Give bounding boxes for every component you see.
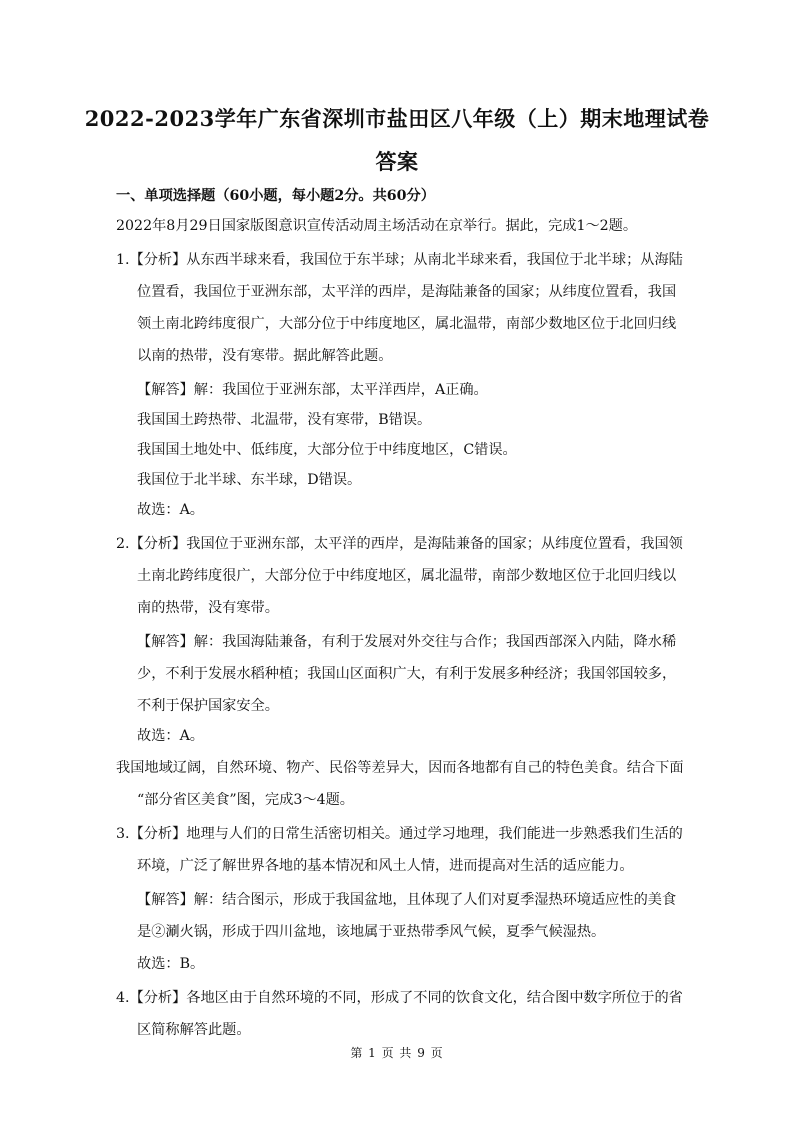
document-subtitle: 答案 <box>375 149 419 174</box>
q3-answer-line: 是②涮火锅，形成于四川盆地，该地属于亚热带季风气候，夏季气候湿热。 <box>137 924 606 940</box>
q1-answer-line: 我国位于北半球、东半球，D错误。 <box>137 472 362 488</box>
q1-answer-line: 我国国土地处中、低纬度，大部分位于中纬度地区，C错误。 <box>137 442 517 458</box>
q3-answer-line: 故选：B。 <box>137 956 205 972</box>
q2-analysis-line: 2.【分析】我国位于亚洲东部，太平洋的西岸，是海陆兼备的国家；从纬度位置看，我国领 <box>116 536 683 552</box>
q2-analysis-line: 南的热带，没有寒带。 <box>137 600 279 616</box>
q4-analysis-line: 区简称解答此题。 <box>137 1022 251 1038</box>
q2-answer-line: 【解答】解：我国海陆兼备，有利于发展对外交往与合作；我国西部深入内陆，降水稀 <box>137 634 677 650</box>
q2-answer-line: 故选：A。 <box>137 728 204 744</box>
page-footer: 第 1 页 共 9 页 <box>350 1046 444 1060</box>
q1-analysis-line: 1.【分析】从东西半球来看，我国位于东半球；从南北半球来看，我国位于北半球；从海陆 <box>116 252 683 268</box>
q1-analysis-line: 位置看，我国位于亚洲东部，太平洋的西岸，是海陆兼备的国家；从纬度位置看，我国 <box>137 284 677 300</box>
section-heading: 一、单项选择题（60小题，每小题2分。共60分） <box>116 188 435 204</box>
q1-answer-line: 【解答】解：我国位于亚洲东部，太平洋西岸，A正确。 <box>137 382 488 398</box>
intro-paragraph: “部分省区美食”图，完成3～4题。 <box>137 792 354 808</box>
q3-analysis-line: 3.【分析】地理与人们的日常生活密切相关。通过学习地理，我们能进一步熟悉我们生活的 <box>116 826 683 842</box>
q1-answer-line: 故选：A。 <box>137 502 204 518</box>
q3-analysis-line: 环境，广泛了解世界各地的基本情况和风土人情，进而提高对生活的适应能力。 <box>137 858 634 874</box>
document-title: 2022-2023学年广东省深圳市盐田区八年级（上）期末地理试卷 <box>84 106 710 131</box>
q2-answer-line: 少，不利于发展水稻种植；我国山区面积广大，有利于发展多种经济；我国邻国较多， <box>137 666 677 682</box>
q1-answer-line: 我国国土跨热带、北温带，没有寒带，B错误。 <box>137 412 432 428</box>
q4-analysis-line: 4.【分析】各地区由于自然环境的不同，形成了不同的饮食文化，结合图中数字所位于的省 <box>116 990 683 1006</box>
intro-paragraph: 2022年8月29日国家版图意识宣传活动周主场活动在京举行。据此，完成1～2题。 <box>116 218 638 234</box>
q3-answer-line: 【解答】解：结合图示，形成于我国盆地，且体现了人们对夏季湿热环境适应性的美食 <box>137 892 677 908</box>
q1-analysis-line: 领土南北跨纬度很广，大部分位于中纬度地区，属北温带，南部少数地区位于北回归线 <box>137 316 677 332</box>
q2-answer-line: 不利于保护国家安全。 <box>137 698 279 714</box>
intro-paragraph: 我国地域辽阔，自然环境、物产、民俗等差异大，因而各地都有自己的特色美食。结合下面 <box>116 760 684 776</box>
q1-analysis-line: 以南的热带，没有寒带。据此解答此题。 <box>137 348 393 364</box>
q2-analysis-line: 土南北跨纬度很广，大部分位于中纬度地区，属北温带，南部少数地区位于北回归线以 <box>137 568 677 584</box>
